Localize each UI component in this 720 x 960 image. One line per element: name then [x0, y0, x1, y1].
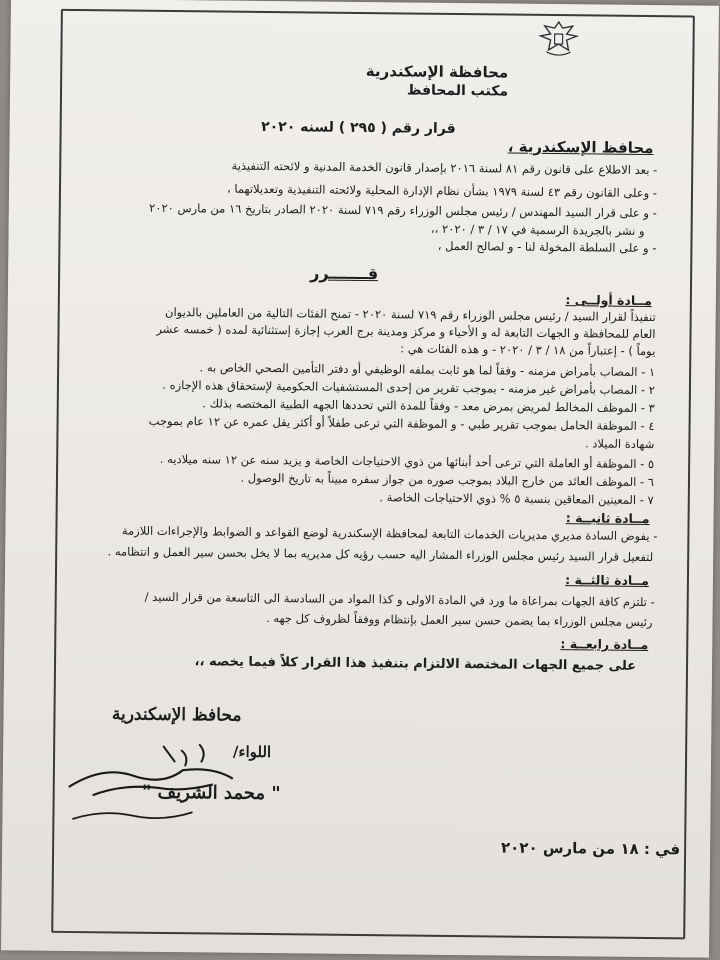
article-4-heading: مــادة رابعــة : — [560, 636, 649, 653]
article-1-heading: مــادة أولــى : — [565, 292, 652, 309]
category-item: ٣ - الموظف المخالط لمريض بمرض معد - وفقاً للمدة التي تحددها الجهه الطبية المختصه بذلك . — [202, 396, 655, 416]
article-3-line: - تلتزم كافة الجهات بمراعاة ما ورد في المادة الاولى و كذا المواد من السادسة الى التاسعة من قرار السيد / — [144, 589, 655, 610]
category-item: ٢ - المصاب بأمراض غير مزمنه - بموجب تقرير من إحدى المستشفيات الحكومية لإستحقاق هذه الإجازه . — [162, 377, 656, 398]
category-item: ٤ - الموظفة الحامل بموجب تقرير طبي - و الموظفة التي ترعى طفلاً أو أكثر يقل عمره عن ١٢ عام بموجب — [148, 413, 655, 434]
preamble-line-5: - و على السلطة المخولة لنا - و لصالح العمل ، — [437, 238, 657, 256]
article-3-heading: مــادة ثالثــة : — [565, 572, 650, 589]
header-governorate-name: محافظة الإسكندرية — [365, 62, 509, 82]
signature-name: " محمد الشريف " — [141, 781, 281, 805]
signature-title: محافظ الإسكندرية — [111, 704, 242, 726]
eagle-emblem-icon — [532, 18, 584, 59]
decree-title: قرار رقم ( ٢٩٥ ) لسنه ٢٠٢٠ — [261, 118, 456, 137]
preamble-line-3: - و على قرار السيد المهندس / رئيس مجلس الوزراء رقم ٧١٩ لسنة ٢٠٢٠ الصادر بتاريخ ١٦ من مارس ٢٠٢٠ — [149, 200, 657, 221]
header-office-name: مكتب المحافظ — [406, 82, 509, 100]
category-item: شهادة الميلاد . — [584, 436, 655, 452]
decree-date: في : ١٨ من مارس ٢٠٢٠ — [500, 838, 681, 859]
article-1-line: تنفيذاً لقرار السيد / رئيس مجلس الوزراء رقم ٧١٩ لسنة ٢٠٢٠ - تمنح الفئات التالية من العاملين بالديوان — [164, 304, 656, 325]
article-2-heading: مــادة ثانيــة : — [565, 510, 650, 527]
category-item: ١ - المصاب بأمراض مزمنه - وفقاً لما هو ثابت بملفه الوظيفي أو دفتر التأمين الصحي الخاص به . — [199, 360, 656, 380]
article-4-line: على جميع الجهات المختصة الالتزام بتنفيذ هذا القرار كلاً فيما يخصه ،، — [194, 654, 637, 674]
document-page — [1, 0, 719, 958]
article-1-line: يوماً ) - إعتباراً من ١٨ / ٣ / ٢٠٢٠ - و هذه الفئات هي : — [400, 341, 656, 359]
preamble-line-4: و نشر بالجريدة الرسمية في ١٧ / ٣ / ٢٠٢٠ ،، — [430, 221, 645, 238]
category-item: ٧ - المعينين المعاقين بنسبة ٥ % ذوي الاحتياجات الخاصة . — [379, 490, 654, 508]
preamble-line-1: - بعد الاطلاع على قانون رقم ٨١ لسنة ٢٠١٦ بإصدار قانون الخدمة المدنية و لائحته التنفيذية — [231, 158, 658, 178]
category-item: ٥ - الموظفة أو العاملة التي ترعى أحد أبنائها من ذوي الاحتياجات الخاصة و يزيد سنه عن ١٢ سنه ميلاديه . — [159, 451, 655, 472]
decides-heading: قـــــــرر — [310, 263, 379, 284]
article-2-line: لتفعيل قرار السيد رئيس مجلس الوزراء المشار اليه حسب رؤيه كل مديريه بما لا يخل بحسن سير العمل و انتظامه . — [107, 544, 654, 565]
article-3-line: رئيس مجلس الوزراء بما يضمن حسن سير العمل بإنتظام ووفقاً لظروف كل جهه . — [266, 611, 653, 630]
category-item: ٦ - الموظف العائد من خارج البلاد بموجب صوره من جواز سفره مبيناً به تاريخ الوصول . — [240, 470, 655, 490]
article-2-line: - يفوض السادة مديري مديريات الخدمات التابعة لمحافظة الإسكندرية لوضع القواعد و الضوابط والإجراءات اللازمة — [121, 523, 658, 544]
handwritten-signature-icon — [62, 725, 303, 838]
governor-heading: محافظ الإسكندرية ، — [507, 137, 654, 158]
article-1-line: العام للمحافظة و الجهات التابعة له و الأحياء و مركز ومدينة برج العرب إجازة إستثنائية لمده ( خمسه عشر — [156, 321, 656, 342]
signature-rank: اللواء/ — [232, 742, 272, 762]
preamble-line-2: - وعلى القانون رقم ٤٣ لسنة ١٩٧٩ بشأن نظام الإدارة المحلية ولائحته التنفيذية وتعديلاتهما ، — [226, 181, 658, 201]
